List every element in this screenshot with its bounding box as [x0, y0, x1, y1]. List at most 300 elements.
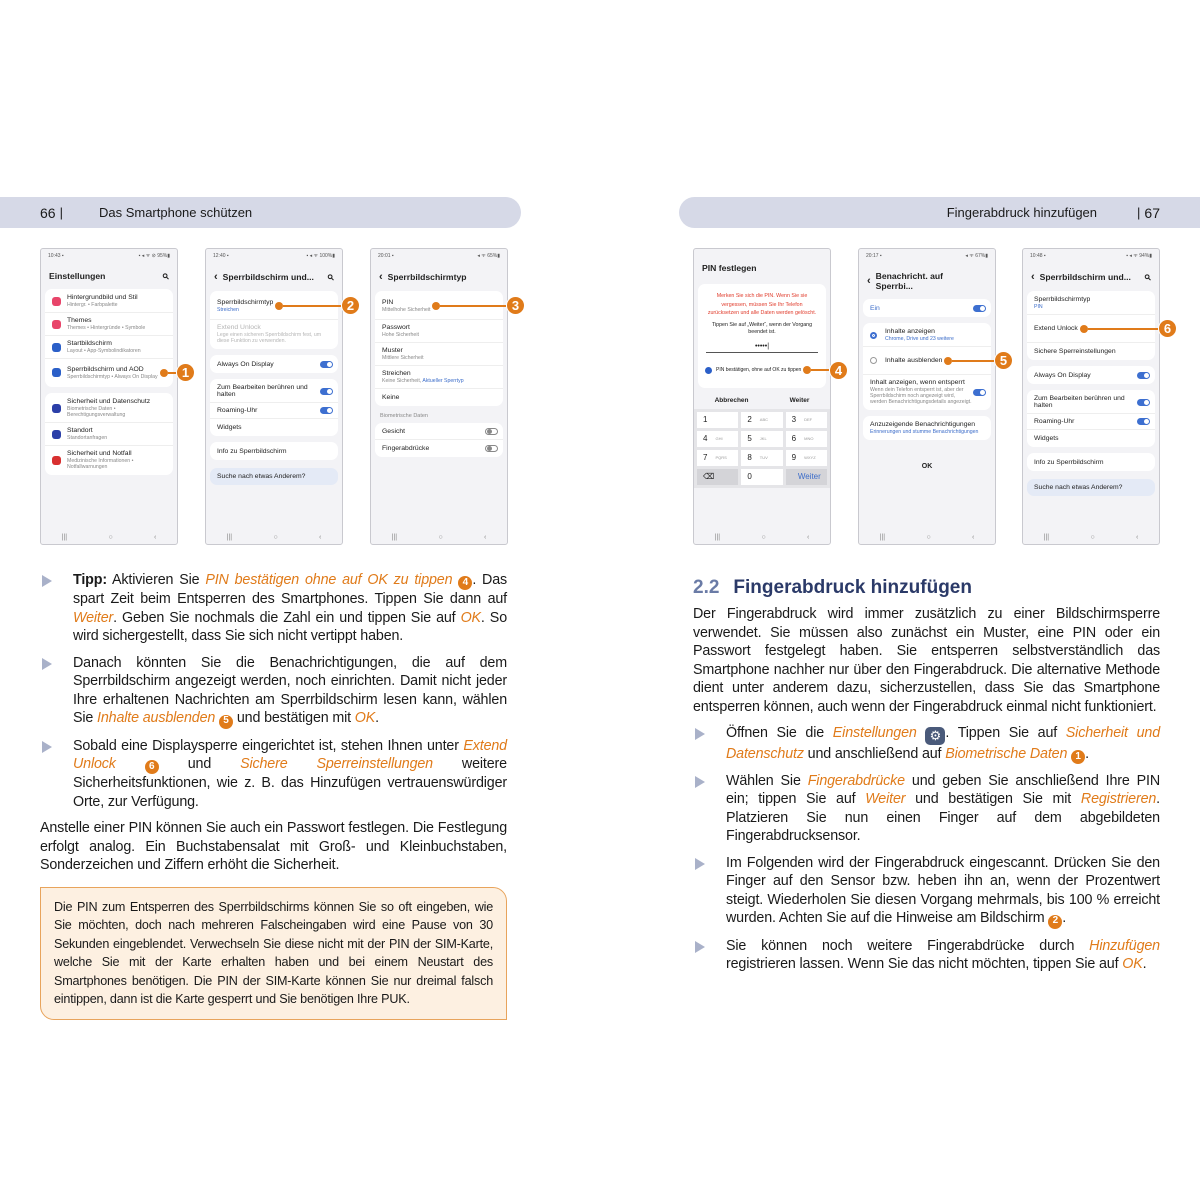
recent-apps-icon[interactable]: ||| [1043, 534, 1050, 541]
callout [1078, 319, 1177, 338]
key-letters: JKL [759, 436, 767, 441]
item-subtitle [67, 406, 168, 418]
callout-number: 5 [219, 715, 233, 729]
left-bullet-list [40, 571, 507, 811]
cancel-button[interactable]: Abbrechen [714, 396, 749, 404]
text-run: . Das spart Zeit beim Entsperren des Smartphones. Tippen Sie dann auf [73, 572, 508, 608]
settings-item[interactable] [210, 419, 338, 435]
phone-screenshot [858, 248, 1008, 545]
key-1[interactable] [697, 412, 738, 428]
settings-item[interactable] [1027, 414, 1155, 430]
callout-badge: 6 [1158, 319, 1177, 338]
item-text [382, 370, 464, 384]
callout-badge: 5 [994, 351, 1013, 370]
key-0[interactable] [741, 469, 782, 485]
toggle-switch[interactable] [485, 445, 498, 452]
ui-term: Extend Unlock [73, 737, 507, 772]
callout-badge: 3 [506, 296, 525, 315]
item-title: Sperrbildschirmtyp [1034, 296, 1091, 303]
item-title: Standort [67, 427, 93, 434]
item-text [67, 317, 145, 331]
settings-icon [52, 343, 61, 352]
item-title: Sperrbildschirmtyp [217, 298, 274, 306]
key-label: 6 [791, 434, 797, 443]
search-icon[interactable]: ⚲ [1142, 271, 1154, 283]
settings-item[interactable] [375, 389, 503, 405]
pin-confirm-checkbox[interactable] [698, 357, 843, 384]
home-icon[interactable]: ○ [1090, 534, 1095, 541]
home-icon[interactable]: ○ [108, 534, 113, 541]
subtitle-text: Mittelhohe Sicherheit [382, 306, 431, 313]
item-subtitle [67, 458, 168, 470]
settings-item[interactable] [863, 375, 991, 409]
item-title: Inhalte anzeigen [885, 328, 935, 335]
subtitle-text: Themes • Hintergründe • Symbole [67, 325, 146, 331]
home-icon[interactable]: ○ [273, 534, 278, 541]
text-run: und [158, 756, 241, 772]
phone-screenshot [693, 248, 843, 545]
item-text [1034, 395, 1137, 409]
subtitle-text: Lege einen sicheren Sperrbildschirm fest, um diese Funktion zu verwenden. [217, 332, 322, 344]
item-subtitle [217, 307, 273, 313]
item-subtitle [67, 302, 138, 308]
key-9[interactable] [786, 450, 827, 466]
text-run: und anschließend auf [803, 745, 946, 762]
key-4[interactable] [697, 431, 738, 447]
item-title: Info zu Sperrbildschirm [217, 447, 287, 455]
back-icon[interactable]: ‹ [1031, 271, 1035, 283]
callout-dot [944, 357, 952, 365]
tip-box: Die PIN zum Entsperren des Sperrbildschirms können Sie so oft eingeben, wie Sie möchten, doch nach mehreren Falscheingaben wird eine Pause von 30 Sekunden eingeblendet. Verwechseln Sie diese nicht mit der PIN der SIM-Karte, welche Sie mit der Karte erhalten haben und bei einem Neustart des Smartphones benötigen. Die PIN der SIM-Karte können Sie nur dreimal falsch eintippen, dann ist die Karte gesperrt und Sie benötigen Ihre PUK. [40, 887, 507, 1020]
subtitle-text: Biometrische Daten • Berechtigungsverwaltung [67, 406, 126, 418]
text-run: . [1085, 745, 1089, 762]
navigation-bar [1023, 528, 1159, 544]
pin-input[interactable]: •••••| [706, 343, 818, 353]
settings-icon [52, 297, 61, 306]
toggle-switch[interactable] [320, 407, 333, 414]
ui-term: Biometrische Daten [945, 745, 1068, 762]
item-text [217, 324, 333, 344]
item-title: PIN [382, 298, 394, 306]
ui-term: OK [354, 710, 376, 727]
recent-apps-icon[interactable]: ||| [391, 534, 398, 541]
settings-item[interactable] [375, 292, 520, 320]
checkbox-label: PIN bestätigen, ohne auf OK zu tippen [716, 367, 802, 373]
back-nav-icon[interactable]: ‹ [153, 534, 157, 541]
subtitle-text: Layout • App-Symbolindikatoren [67, 348, 141, 354]
settings-item[interactable] [1027, 367, 1155, 383]
text-run: und bestätigen Sie mit [905, 791, 1081, 808]
settings-item[interactable] [45, 336, 173, 359]
item-text [382, 324, 419, 338]
search-suggestion[interactable]: Suche nach etwas Anderem? [1027, 479, 1155, 496]
key-label: ⌫ [703, 472, 715, 481]
settings-item[interactable] [375, 440, 503, 456]
item-text [67, 427, 107, 441]
item-title: Sperrbildschirm und AOD [67, 365, 144, 373]
ui-term: Weiter [865, 791, 906, 808]
item-title: Inhalt anzeigen, wenn entsperrt [870, 379, 965, 386]
item-subtitle [870, 429, 978, 435]
item-subtitle [382, 332, 419, 338]
bullet-item [693, 772, 1160, 846]
callout-dot [160, 369, 168, 377]
item-title: Hintergrundbild und Stil [67, 294, 138, 301]
item-text [67, 340, 141, 354]
callout-line [811, 369, 829, 371]
text-run: Wählen Sie [726, 772, 808, 789]
settings-icon [52, 430, 61, 439]
toggle-switch[interactable] [320, 388, 333, 395]
settings-group [210, 442, 338, 460]
page-number: 66 [40, 204, 56, 221]
toggle-switch[interactable] [1137, 418, 1150, 425]
callout-badge: 1 [176, 363, 195, 382]
subtitle-text: Mittlere Sicherheit [382, 355, 424, 361]
navigation-bar [206, 528, 342, 544]
item-subtitle [382, 378, 464, 384]
key-label: 9 [791, 453, 797, 462]
bullet-item [40, 654, 507, 729]
ui-term: OK [1122, 956, 1143, 972]
text-run: Aktivieren Sie [106, 572, 206, 588]
settings-group [210, 291, 355, 349]
callout-badge: 2 [341, 296, 360, 315]
toggle-switch[interactable] [485, 428, 498, 435]
item-title: Sichere Sperreinstellungen [1034, 347, 1116, 355]
bullet-item [693, 854, 1160, 929]
item-subtitle [217, 332, 333, 344]
item-text [67, 398, 168, 418]
callout-line [168, 372, 176, 374]
search-icon[interactable]: ⚲ [160, 270, 172, 282]
callout [801, 361, 848, 380]
settings-item[interactable] [1027, 292, 1155, 315]
back-icon[interactable]: ‹ [379, 271, 383, 283]
key-letters: PQRS [715, 455, 727, 460]
navigation-bar [859, 528, 995, 544]
status-time: 10:43 ▪ [48, 253, 64, 259]
text-run: Sobald eine Displaysperre eingerichtet ist, stehen Ihnen unter [73, 737, 464, 754]
settings-group [45, 289, 190, 387]
recent-apps-icon[interactable]: ||| [61, 534, 68, 541]
callout [942, 351, 1013, 370]
item-text [870, 379, 973, 405]
callout-number: 4 [458, 576, 472, 590]
bold-label: Tipp: [73, 572, 107, 588]
navigation-bar [41, 528, 177, 544]
item-text [1034, 435, 1059, 442]
settings-item[interactable] [45, 394, 173, 423]
item-title: Ein [870, 304, 880, 312]
item-title: Streichen [382, 370, 411, 377]
item-title: Passwort [382, 324, 410, 331]
text-run: und bestätigen mit [233, 710, 355, 727]
key-label: 4 [703, 434, 708, 443]
back-nav-icon[interactable]: ‹ [483, 534, 487, 541]
key-letters: ABC [759, 417, 769, 422]
ok-button[interactable]: OK [921, 463, 933, 470]
item-title: Roaming-Uhr [1034, 418, 1075, 425]
text-run: weitere Sicherheitsfunktionen, wie z. B. das Hinzufügen vertrauenswürdiger Orte, zur Verfügung. [73, 756, 507, 810]
settings-item[interactable] [375, 343, 503, 366]
status-icons: ▪ ◂ ᯤ ⊘ 95%▮ [138, 253, 170, 259]
callout-dot [432, 302, 440, 310]
settings-group [863, 323, 1008, 410]
settings-item[interactable] [1027, 430, 1155, 446]
status-icons: ▪ ◂ ᯤ 100%▮ [306, 253, 335, 259]
callout-line [952, 360, 994, 362]
settings-item[interactable] [45, 290, 173, 313]
item-title: Sicherheit und Datenschutz [67, 398, 151, 405]
search-icon[interactable]: ⚲ [325, 271, 337, 283]
home-icon[interactable]: ○ [926, 534, 931, 541]
item-title: Always On Display [217, 360, 274, 368]
back-icon[interactable]: ‹ [867, 275, 871, 287]
back-nav-icon[interactable]: ‹ [971, 534, 975, 541]
back-nav-icon[interactable]: ‹ [318, 534, 322, 541]
item-text [1034, 296, 1090, 310]
settings-group [1027, 453, 1155, 471]
settings-item[interactable] [375, 366, 503, 389]
item-text [217, 299, 273, 313]
settings-icon [52, 320, 61, 329]
text-run: . [1062, 910, 1067, 927]
item-text [382, 428, 405, 435]
ui-term: Hinzufügen [1089, 937, 1160, 954]
chapter-title: Das Smartphone schützen [98, 205, 253, 220]
settings-item[interactable] [863, 347, 1008, 375]
home-icon[interactable]: ○ [761, 534, 766, 541]
ui-term: PIN bestätigen ohne auf OK zu tippen [205, 572, 453, 588]
settings-icon [52, 404, 61, 413]
text-run: . So wird sichergestellt, dass Sie sich nicht vertippt haben. [73, 609, 507, 645]
settings-item[interactable] [210, 403, 338, 419]
settings-item[interactable] [863, 300, 991, 316]
settings-item[interactable] [1027, 343, 1155, 359]
settings-item[interactable] [210, 292, 355, 320]
callout-line [440, 305, 506, 307]
item-title: Widgets [1034, 434, 1059, 442]
right-column [693, 577, 1160, 982]
pin-hint: Tippen Sie auf „Weiter“, wenn der Vorgang beendet ist. [711, 321, 813, 335]
item-text [1034, 459, 1104, 466]
status-bar [371, 249, 507, 263]
item-text [217, 384, 320, 398]
text-run: . [1142, 956, 1147, 972]
screen-title: Sperrbildschirmtyp [387, 272, 467, 282]
ui-term: Fingerabdrücke [807, 772, 905, 789]
key-6[interactable] [786, 431, 827, 447]
text-run: und geben Sie anschließend Ihre PIN ein; tippen Sie auf [726, 772, 1161, 808]
item-text [382, 394, 399, 401]
key-label: 1 [703, 415, 708, 424]
key-letters: WXYZ [804, 455, 816, 460]
item-text [382, 445, 429, 452]
key-3[interactable] [786, 412, 827, 428]
settings-item[interactable] [45, 446, 173, 474]
recent-apps-icon[interactable]: ||| [879, 534, 886, 541]
back-nav-icon[interactable]: ‹ [806, 534, 810, 541]
right-bullet-list [693, 724, 1160, 974]
text-run [917, 725, 926, 741]
item-title: Zum Bearbeiten berühren und halten [217, 384, 308, 398]
settings-item[interactable] [1027, 391, 1155, 414]
settings-item[interactable] [863, 417, 991, 439]
item-subtitle [382, 307, 430, 313]
page-header-right: Fingerabdruck hinzufügen | 67 [679, 197, 1200, 228]
item-title: Always On Display [1034, 371, 1091, 379]
settings-group [375, 291, 520, 406]
key-label: 5 [747, 434, 752, 443]
status-time: 20:17 ▪ [866, 253, 882, 259]
status-icons: ◂ ᯤ 65%▮ [477, 253, 500, 259]
key-letters: GHI [715, 436, 723, 441]
settings-item[interactable] [375, 320, 503, 343]
key-⌫[interactable] [697, 469, 738, 485]
item-title: Zum Bearbeiten berühren und halten [1034, 395, 1125, 409]
screen-header [371, 263, 507, 288]
key-Weiter[interactable] [786, 469, 827, 485]
chapter-title: Fingerabdruck hinzufügen [946, 205, 1098, 220]
navigation-bar [694, 528, 830, 544]
pin-card [698, 284, 843, 388]
item-text [382, 347, 424, 361]
home-icon[interactable]: ○ [438, 534, 443, 541]
text-run: . Tippen Sie auf [945, 725, 1066, 741]
settings-item[interactable] [45, 359, 190, 386]
subtitle-text: Hintergr. • Farbpalette [67, 302, 118, 308]
settings-item[interactable] [1027, 454, 1155, 470]
callout-dot [1080, 325, 1088, 333]
subtitle-text: Standortanfragen [67, 435, 108, 441]
item-text [1034, 372, 1091, 379]
screen-title: Sperrbildschirm und... [222, 272, 314, 282]
item-title: Info zu Sperrbildschirm [1034, 458, 1104, 466]
page-number: 67 [1144, 204, 1160, 221]
item-text [67, 366, 158, 380]
recent-apps-icon[interactable]: ||| [714, 534, 721, 541]
phone-screenshot [40, 248, 190, 545]
subtitle-text: Keine Sicherheit, [382, 378, 422, 384]
item-title: Muster [382, 347, 403, 354]
settings-item[interactable] [210, 320, 338, 348]
section-heading [693, 577, 1160, 599]
item-title: Anzuzeigende Benachrichtigungen [870, 421, 976, 428]
status-time: 10:48 ▪ [1030, 253, 1046, 259]
text-run: . Platzieren Sie nun einen Finger auf dem abgebildeten Fingerabdrucksensor. [726, 791, 1160, 845]
group-label: Biometrische Daten [380, 413, 428, 419]
key-8[interactable] [741, 450, 782, 466]
settings-group [1027, 366, 1155, 384]
intro-paragraph: Der Fingerabdruck wird immer zusätzlich zu einer Bildschirmsperre verwendet. Sie müssen also zunächst ein Muster, eine PIN oder ein Passwort festgelegt haben. Sie entsperren selbstverständlich das Smartphone nachher nur über den Fingerabdruck. Die alternative Methode dient unter anderem dazu, sicherzustellen, dass Sie das Smartphone entsperren können, auch wenn der Fingerabdruck einmal nicht funktioniert. [693, 606, 1160, 715]
item-title: Keine [382, 393, 400, 401]
settings-group [210, 379, 338, 436]
search-suggestion[interactable]: Suche nach etwas Anderem? [210, 468, 338, 485]
callout [158, 363, 195, 382]
callout-badge: 4 [829, 361, 848, 380]
screen-header [206, 263, 342, 288]
radio-button[interactable] [870, 357, 877, 364]
toggle-switch[interactable] [973, 305, 986, 312]
navigation-bar [371, 528, 507, 544]
subtitle-text: Medizinische Informationen • Notfallwarnungen [67, 458, 134, 470]
item-title: Sicherheit und Notfall [67, 450, 132, 457]
status-bar [1023, 249, 1159, 263]
key-5[interactable] [741, 431, 782, 447]
back-nav-icon[interactable]: ‹ [1135, 534, 1139, 541]
screen-title: Einstellungen [49, 271, 106, 281]
settings-item[interactable] [210, 356, 338, 372]
phone-screenshot [1022, 248, 1172, 545]
radio-button[interactable] [870, 332, 877, 339]
ui-term: Sicherheit und Datenschutz [726, 725, 1160, 762]
item-title: Extend Unlock [1034, 325, 1078, 332]
settings-item[interactable] [210, 443, 338, 459]
subtitle-text: Streichen [217, 306, 239, 313]
text-run [116, 756, 145, 772]
recent-apps-icon[interactable]: ||| [226, 534, 233, 541]
callout-number: 2 [1048, 915, 1062, 929]
key-label: 3 [791, 415, 797, 424]
status-icons: ▪ ◂ ᯤ 94%▮ [1126, 253, 1152, 259]
item-subtitle [885, 336, 954, 342]
callout-line [1088, 328, 1158, 330]
text-run: Öffnen Sie die [726, 725, 833, 741]
item-title: Themes [67, 317, 92, 324]
callout-dot [275, 302, 283, 310]
settings-item[interactable] [375, 424, 503, 440]
item-text [217, 448, 287, 455]
settings-item[interactable] [210, 380, 338, 403]
settings-item[interactable] [1027, 315, 1172, 343]
key-letters: MNO [804, 436, 814, 441]
back-icon[interactable]: ‹ [214, 271, 218, 283]
toggle-switch[interactable] [320, 361, 333, 368]
ui-term: OK [460, 609, 481, 626]
phone-screenshot [205, 248, 355, 545]
section-title: Fingerabdruck hinzufügen [733, 577, 972, 598]
key-2[interactable] [741, 412, 782, 428]
settings-item[interactable] [863, 324, 991, 347]
key-label: 0 [747, 472, 752, 481]
checkbox-icon[interactable] [705, 367, 712, 374]
text-run: . [375, 710, 379, 727]
current-type-link[interactable]: Aktueller Sperrtyp [422, 378, 464, 384]
item-text [1034, 325, 1078, 332]
keypad [694, 409, 830, 488]
settings-item[interactable] [45, 423, 173, 446]
toggle-switch[interactable] [973, 389, 986, 396]
screen-header [859, 263, 995, 296]
status-time: 20:01 ▪ [378, 253, 394, 259]
next-button[interactable]: Weiter [789, 396, 810, 404]
text-run: . Geben Sie nochmals die Zahl ein und tippen Sie auf [113, 609, 461, 626]
key-label: 8 [747, 453, 752, 462]
bullet-item [693, 724, 1160, 764]
status-bar [41, 249, 177, 263]
toggle-switch[interactable] [1137, 399, 1150, 406]
settings-icon [52, 456, 61, 465]
key-7[interactable] [697, 450, 738, 466]
toggle-switch[interactable] [1137, 372, 1150, 379]
text-run: Danach könnten Sie die Benachrichtigungen, die auf dem Sperrbildschirm angezeigt werden, noch einrichten. Damit nicht jeder Ihre erhaltenen Nachrichten am Sperrbildschirm lesen kann, wählen Sie [73, 654, 507, 727]
settings-item[interactable] [45, 313, 173, 336]
item-text [217, 361, 274, 368]
left-column [40, 571, 507, 1020]
item-text [217, 424, 242, 431]
ui-term: Weiter [73, 609, 114, 626]
